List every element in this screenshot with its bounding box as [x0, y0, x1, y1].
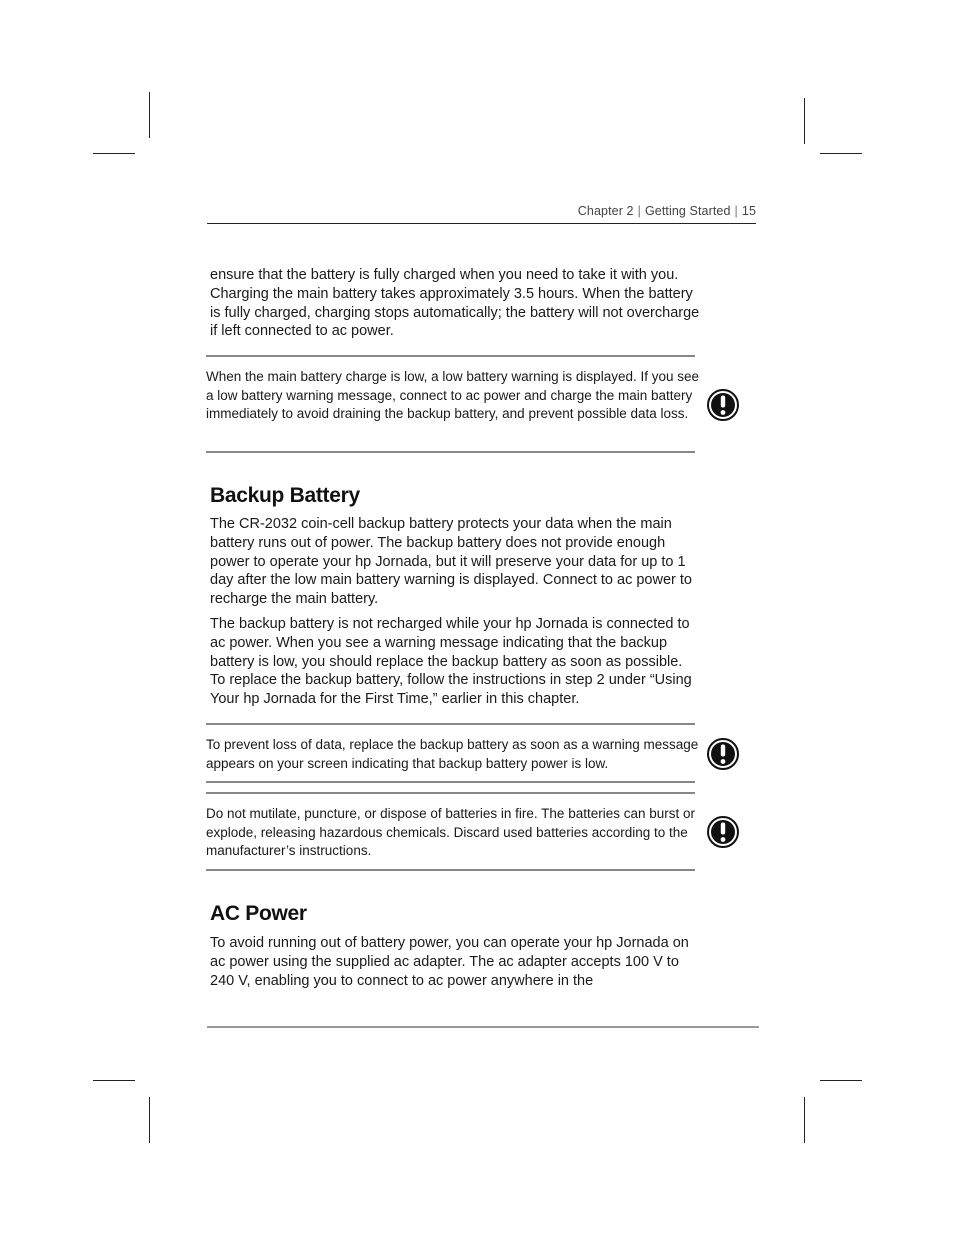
crop-mark: [93, 153, 135, 154]
running-header: [207, 204, 756, 218]
note-bottom-rule: [206, 781, 695, 783]
note-text-low-battery: When the main battery charge is low, a low battery warning is displayed. If you see a low battery warning message, connect to ac power and charge the main battery immediately to avoid draining the backup battery, and prevent possible data loss.: [206, 369, 700, 421]
crop-mark: [93, 1080, 135, 1081]
footer-rule: [207, 1026, 759, 1028]
crop-mark: [820, 153, 862, 154]
header-separator: |: [637, 204, 641, 218]
header-section: Getting Started: [644, 204, 731, 218]
warning-exclamation-icon: [707, 389, 739, 421]
section-heading-backup-battery: Backup Battery: [210, 484, 360, 507]
note-bottom-rule: [206, 451, 695, 453]
header-rule: [207, 223, 756, 224]
crop-mark: [804, 98, 805, 144]
crop-mark: [820, 1080, 862, 1081]
section-heading-ac-power: AC Power: [210, 902, 307, 925]
note-top-rule: [206, 723, 695, 725]
warning-exclamation-icon: [707, 738, 739, 770]
backup-battery-paragraph-1: The CR-2032 coin-cell backup battery protects your data when the main battery runs out of power. The backup battery does not provide enough power to operate your hp Jornada, but it will preserve your data for up to 1 day after the low main battery warning is displayed. Connect to ac power to recharge the main battery.: [210, 516, 692, 608]
backup-battery-paragraph-2: The backup battery is not recharged while your hp Jornada is connected to ac power. When you see a warning message indicating that the backup battery is low, you should replace the backup battery as soon as possible. To replace the backup battery, follow the instructions in step 2 under “Using Your hp Jornada for the First Time,” earlier in this chapter.: [210, 616, 692, 708]
intro-paragraph: ensure that the battery is fully charged when you need to take it with you. Charging the main battery takes approximately 3.5 hours. When the battery is fully charged, charging stops automatically; the battery will not overcharge if left connected to ac power.: [210, 267, 700, 340]
note-text-replace-backup: To prevent loss of data, replace the backup battery as soon as a warning message appears on your screen indicating that backup battery power is low.: [206, 737, 699, 771]
header-chapter: Chapter 2: [577, 204, 634, 218]
crop-mark: [149, 1097, 150, 1143]
note-top-rule: [206, 355, 695, 357]
page-number: 15: [741, 204, 756, 218]
warning-exclamation-icon: [707, 816, 739, 848]
note-top-rule: [206, 792, 695, 794]
note-bottom-rule: [206, 869, 695, 871]
ac-power-paragraph: To avoid running out of battery power, you can operate your hp Jornada on ac power using the supplied ac adapter. The ac adapter accepts 100 V to 240 V, enabling you to connect to ac power anywhere in the: [210, 935, 689, 989]
note-text-battery-disposal: Do not mutilate, puncture, or dispose of batteries in fire. The batteries can burst or explode, releasing hazardous chemicals. Discard used batteries according to the manufacturer’s instructions.: [206, 806, 696, 858]
crop-mark: [804, 1097, 805, 1143]
crop-mark: [149, 92, 150, 138]
header-separator: |: [734, 204, 738, 218]
